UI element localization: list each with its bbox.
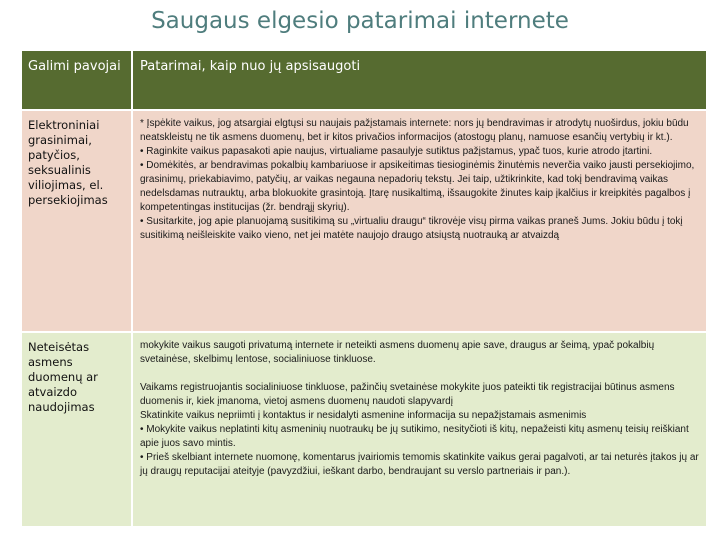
advice-paragraph: • Prieš skelbiant internete nuomonę, komentarus įvairiomis temomis skatinkite vaikus gerai pagalvoti, ar tai neturės įtakos jų ar jų draugų reputacijai ateityje (pavyzdžiui, ieškant darbo, bendraujant su verslo partneriais ir pan.). <box>140 452 699 477</box>
paragraph-gap <box>140 367 700 381</box>
table-header-row <box>21 50 707 110</box>
safety-tips-table <box>20 49 708 528</box>
page-title: Saugaus elgesio patarimai internete <box>151 8 569 34</box>
table-row <box>21 332 707 527</box>
danger-cell: Neteisėtas asmens duomenų ar atvaizdo naudojimas <box>21 332 132 527</box>
header-advice: Patarimai, kaip nuo jų apsisaugoti <box>132 50 707 110</box>
advice-paragraph: Skatinkite vaikus nepriimti į kontaktus ir nesidalyti asmenine informacija su nepažįstamais asmenimis <box>140 410 587 421</box>
advice-paragraph: * Įspėkite vaikus, jog atsargiai elgtųsi su naujais pažįstamais internete: nors jų bendravimas ir atrodytų nuoširdus, jokiu būdu neatskleistų ne tik asmens duomenų, bet ir kitos privačios informacijos (atostogų planų, namuose esančių vertybių ir kt.). <box>140 118 689 143</box>
advice-paragraph: • Raginkite vaikus papasakoti apie naujus, virtualiame pasaulyje sutiktus pažįstamus, ypač tuos, kurie atrodo įtartini. <box>140 146 653 157</box>
advice-paragraph: mokykite vaikus saugoti privatumą internete ir neteikti asmens duomenų apie save, draugus ar šeimą, ypač pokalbių svetainėse, skelbimų lentose, socialiniuose tinkluose. <box>140 340 655 365</box>
header-dangers: Galimi pavojai <box>21 50 132 110</box>
advice-cell <box>132 332 707 527</box>
advice-paragraph: Vaikams registruojantis socialiniuose tinkluose, pažinčių svetainėse mokykite juos pateikti tik registracijai būtinus asmens duomenis ir, kiek įmanoma, vietoj asmens duomenų naudoti slapyvardį <box>140 382 675 407</box>
advice-cell <box>132 110 707 332</box>
advice-paragraph: • Mokykite vaikus neplatinti kitų asmeninių nuotraukų be jų sutikimo, nesityčioti iš kitų, nepažeisti kitų asmenų teisių reiškiant apie juos savo mintis. <box>140 424 689 449</box>
advice-paragraph: • Domėkitės, ar bendravimas pokalbių kambariuose ir apsikeitimas tiesioginėmis žinutėmis neverčia vaiko jausti persekiojimo, grasinimų, priekabiavimo, patyčių, ar vaikas negauna nepadorių tekstų. Jei taip, užtikrinkite, kad tokį bendravimą vaikas nedelsdamas nutrauktų, arba blokuokite grasintoją. Įtarę nusikaltimą, išsaugokite žinutes kaip įkalčius ir kreipkitės pagalbos į kompetentingas institucijas (žr. bendrąjį skyrių). <box>140 160 695 213</box>
table-row <box>21 110 707 332</box>
danger-cell: Elektroniniai grasinimai, patyčios, seksualinis viliojimas, el. persekiojimas <box>21 110 132 332</box>
advice-paragraph: • Susitarkite, jog apie planuojamą susitikimą su „virtualiu draugu“ tikrovėje visų pirma vaikas praneš Jums. Jokiu būdu į tokį susitikimą neišleiskite vaiko vieno, net jei matėte naujojo draugo atsiųstą nuotrauką ar atvaizdą <box>140 216 683 241</box>
